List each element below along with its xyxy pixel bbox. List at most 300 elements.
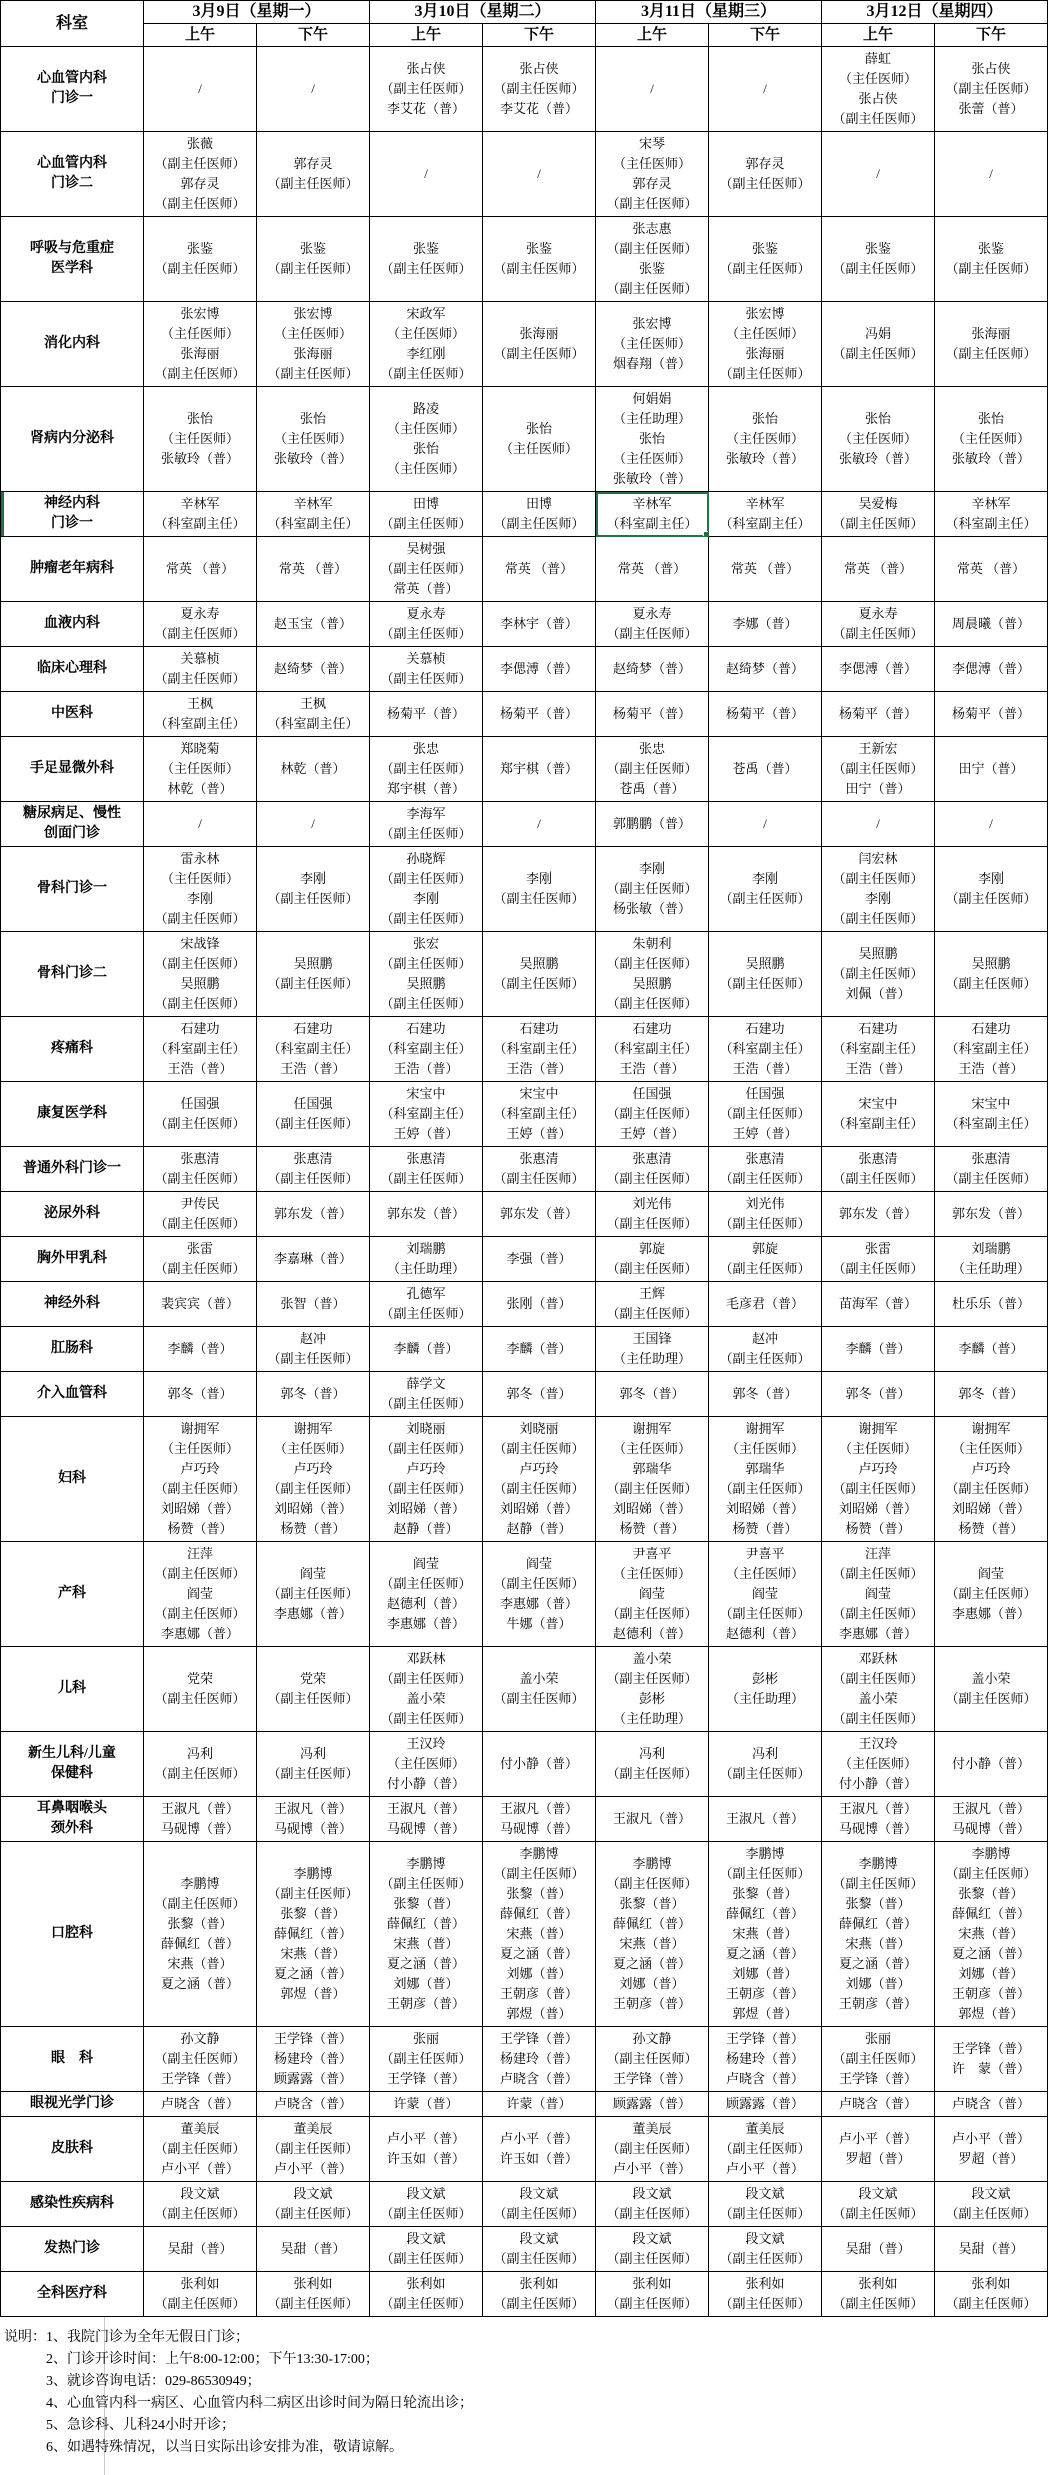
schedule-cell[interactable]: 阎莹 （副主任医师） 赵德利（普） 李惠娜（普） xyxy=(370,1542,483,1647)
schedule-cell[interactable]: 刘光伟 （副主任医师） xyxy=(709,1192,822,1237)
dept-cell[interactable]: 产科 xyxy=(1,1542,144,1647)
schedule-cell[interactable]: 常英 （普） xyxy=(144,537,257,602)
schedule-cell[interactable]: 张鉴 （副主任医师） xyxy=(709,217,822,302)
dept-cell[interactable]: 血液内科 xyxy=(1,602,144,647)
schedule-cell[interactable]: 常英 （普） xyxy=(257,537,370,602)
schedule-cell[interactable]: 张怡 （主任医师） 张敏玲（普） xyxy=(822,387,935,492)
schedule-cell[interactable]: 卢小平（普） 许玉如（普） xyxy=(483,2117,596,2182)
schedule-cell[interactable]: 关慕桢 （副主任医师） xyxy=(370,647,483,692)
schedule-cell[interactable]: 夏永寿 （副主任医师） xyxy=(596,602,709,647)
schedule-cell[interactable]: 卢小平（普） 许玉如（普） xyxy=(370,2117,483,2182)
schedule-cell[interactable]: 郭冬（普） xyxy=(822,1372,935,1417)
schedule-cell[interactable]: 谢拥军 （主任医师） 卢巧玲 （副主任医师） 刘昭娣（普） 杨赞（普） xyxy=(822,1417,935,1542)
schedule-cell[interactable]: 段文斌 （副主任医师） xyxy=(370,2182,483,2227)
schedule-cell[interactable]: 何娟娟 （主任助理） 张怡 （主任医师） 张敏玲（普） xyxy=(596,387,709,492)
schedule-cell[interactable]: 党荣 （副主任医师） xyxy=(144,1647,257,1732)
schedule-cell[interactable]: 许蒙（普） xyxy=(483,2092,596,2117)
schedule-cell[interactable]: 张惠清 （副主任医师） xyxy=(822,1147,935,1192)
dept-cell[interactable]: 全科医疗科 xyxy=(1,2272,144,2317)
schedule-cell[interactable]: 阎莹 （副主任医师） 李惠娜（普） 牛娜（普） xyxy=(483,1542,596,1647)
schedule-cell[interactable]: 李嘉琳（普） xyxy=(257,1237,370,1282)
schedule-cell[interactable]: 宋政军 （主任医师） 李红刚 （副主任医师） xyxy=(370,302,483,387)
schedule-cell[interactable]: 张宏博 （主任医师） 张海丽 （副主任医师） xyxy=(144,302,257,387)
schedule-cell[interactable]: 王淑凡（普） 马砚博（普） xyxy=(370,1797,483,1842)
schedule-cell[interactable]: 张利如 （副主任医师） xyxy=(822,2272,935,2317)
schedule-cell[interactable]: 吴照鹏 （副主任医师） xyxy=(709,932,822,1017)
schedule-cell[interactable]: 张雷 （副主任医师） xyxy=(144,1237,257,1282)
schedule-cell[interactable]: 张宏 （副主任医师） 吴照鹏 （副主任医师） xyxy=(370,932,483,1017)
dept-cell[interactable]: 胸外甲乳科 xyxy=(1,1237,144,1282)
schedule-cell[interactable]: 吴爱梅 （副主任医师） xyxy=(822,492,935,537)
schedule-cell[interactable]: 李刚 （副主任医师） 杨张敏（普） xyxy=(596,847,709,932)
schedule-cell[interactable]: 吴甜（普） xyxy=(935,2227,1048,2272)
schedule-cell[interactable]: 杨菊平（普） xyxy=(822,692,935,737)
schedule-cell[interactable]: 吴甜（普） xyxy=(257,2227,370,2272)
schedule-cell[interactable]: 李强（普） xyxy=(483,1237,596,1282)
schedule-cell[interactable]: 宋琴 （主任医师） 郭存灵 （副主任医师） xyxy=(596,132,709,217)
schedule-cell[interactable]: 冯利 （副主任医师） xyxy=(596,1732,709,1797)
schedule-cell[interactable]: 张宏博 （主任医师） 张海丽 （副主任医师） xyxy=(257,302,370,387)
schedule-cell[interactable]: 张忠 （副主任医师） 苍禹（普） xyxy=(596,737,709,802)
schedule-cell[interactable]: 杨菊平（普） xyxy=(370,692,483,737)
schedule-cell[interactable]: 王淑凡（普） 马砚博（普） xyxy=(935,1797,1048,1842)
dept-cell[interactable]: 普通外科门诊一 xyxy=(1,1147,144,1192)
schedule-cell[interactable]: 苍禹（普） xyxy=(709,737,822,802)
dept-cell[interactable]: 感染性疾病科 xyxy=(1,2182,144,2227)
schedule-cell[interactable]: 卢小平（普） 罗超（普） xyxy=(822,2117,935,2182)
schedule-cell[interactable]: 张智（普） xyxy=(257,1282,370,1327)
schedule-cell[interactable]: 王学锋（普） 杨建玲（普） 顾露露（普） xyxy=(257,2027,370,2092)
schedule-cell[interactable]: 郭东发（普） xyxy=(822,1192,935,1237)
schedule-cell[interactable]: 李刚 （副主任医师） xyxy=(257,847,370,932)
schedule-cell[interactable]: 张宏博 （主任医师） 烟春翔（普） xyxy=(596,302,709,387)
schedule-cell[interactable]: 石建功 （科室副主任） 王浩（普） xyxy=(257,1017,370,1082)
schedule-cell[interactable]: 付小静（普） xyxy=(935,1732,1048,1797)
schedule-cell[interactable]: 郭存灵 （副主任医师） xyxy=(709,132,822,217)
dept-cell[interactable]: 泌尿外科 xyxy=(1,1192,144,1237)
schedule-cell[interactable]: 王新宏 （副主任医师） 田宁（普） xyxy=(822,737,935,802)
schedule-cell[interactable]: 阎莹 （副主任医师） 李惠娜（普） xyxy=(257,1542,370,1647)
schedule-cell[interactable]: 李偲溥（普） xyxy=(483,647,596,692)
schedule-cell[interactable]: 董美辰 （副主任医师） 卢小平（普） xyxy=(144,2117,257,2182)
schedule-cell[interactable]: 夏永寿 （副主任医师） xyxy=(822,602,935,647)
schedule-cell[interactable]: 王枫 （科室副主任） xyxy=(144,692,257,737)
dept-cell[interactable]: 骨科门诊二 xyxy=(1,932,144,1017)
schedule-cell[interactable]: 郭旋 （副主任医师） xyxy=(709,1237,822,1282)
schedule-cell[interactable]: 郭冬（普） xyxy=(596,1372,709,1417)
period-header[interactable]: 下午 xyxy=(709,24,822,47)
schedule-cell[interactable]: 张惠清 （副主任医师） xyxy=(596,1147,709,1192)
schedule-cell[interactable]: / xyxy=(483,132,596,217)
dept-cell[interactable]: 妇科 xyxy=(1,1417,144,1542)
schedule-cell[interactable]: 张惠清 （副主任医师） xyxy=(483,1147,596,1192)
dept-cell[interactable]: 神经外科 xyxy=(1,1282,144,1327)
schedule-cell[interactable]: 吴照鹏 （副主任医师） xyxy=(935,932,1048,1017)
schedule-cell[interactable]: 王学锋（普） 许 蒙（普） xyxy=(935,2027,1048,2092)
schedule-cell[interactable]: / xyxy=(935,802,1048,847)
schedule-cell[interactable]: 杨菊平（普） xyxy=(935,692,1048,737)
schedule-cell[interactable]: 段文斌 （副主任医师） xyxy=(596,2182,709,2227)
dept-cell[interactable]: 呼吸与危重症 医学科 xyxy=(1,217,144,302)
schedule-cell[interactable]: 张海丽 （副主任医师） xyxy=(483,302,596,387)
schedule-cell[interactable]: 卢晓含（普） xyxy=(822,2092,935,2117)
schedule-cell[interactable]: 董美辰 （副主任医师） 卢小平（普） xyxy=(596,2117,709,2182)
schedule-cell[interactable]: 郭冬（普） xyxy=(935,1372,1048,1417)
schedule-cell[interactable]: 毛彦君（普） xyxy=(709,1282,822,1327)
dept-cell[interactable]: 康复医学科 xyxy=(1,1082,144,1147)
period-header[interactable]: 上午 xyxy=(144,24,257,47)
schedule-cell[interactable]: 郭冬（普） xyxy=(144,1372,257,1417)
schedule-cell[interactable]: 王学锋（普） 杨建玲（普） 卢晓含（普） xyxy=(483,2027,596,2092)
schedule-cell[interactable]: 张惠清 （副主任医师） xyxy=(257,1147,370,1192)
schedule-cell[interactable]: 段文斌 （副主任医师） xyxy=(483,2227,596,2272)
schedule-cell[interactable]: 郭冬（普） xyxy=(709,1372,822,1417)
schedule-cell[interactable]: 苗海军（普） xyxy=(822,1282,935,1327)
schedule-cell[interactable]: / xyxy=(483,802,596,847)
schedule-cell[interactable]: 闫宏林 （副主任医师） 李刚 （副主任医师） xyxy=(822,847,935,932)
schedule-cell[interactable]: 孔德军 （副主任医师） xyxy=(370,1282,483,1327)
schedule-cell[interactable]: 雷永林 （主任医师） 李刚 （副主任医师） xyxy=(144,847,257,932)
schedule-cell[interactable]: 赵冲 （副主任医师） xyxy=(257,1327,370,1372)
dept-cell[interactable]: 疼痛科 xyxy=(1,1017,144,1082)
schedule-cell[interactable]: 汪萍 （副主任医师） 阎莹 （副主任医师） 李惠娜（普） xyxy=(822,1542,935,1647)
schedule-cell[interactable]: 薛学文 （副主任医师） xyxy=(370,1372,483,1417)
schedule-cell[interactable]: 张怡 （主任医师） xyxy=(483,387,596,492)
schedule-cell[interactable]: 郑晓菊 （主任医师） 林乾（普） xyxy=(144,737,257,802)
schedule-cell[interactable]: 段文斌 （副主任医师） xyxy=(822,2182,935,2227)
schedule-cell[interactable]: 段文斌 （副主任医师） xyxy=(257,2182,370,2227)
schedule-cell[interactable]: 杨菊平（普） xyxy=(483,692,596,737)
schedule-cell[interactable]: 郭鹏鹏（普） xyxy=(596,802,709,847)
schedule-cell[interactable]: 郭东发（普） xyxy=(483,1192,596,1237)
dept-cell[interactable]: 皮肤科 xyxy=(1,2117,144,2182)
schedule-cell[interactable]: 孙晓辉 （副主任医师） 李刚 （副主任医师） xyxy=(370,847,483,932)
schedule-cell[interactable]: 王淑凡（普） xyxy=(709,1797,822,1842)
schedule-cell[interactable]: 尹传民 （副主任医师） xyxy=(144,1192,257,1237)
schedule-cell[interactable]: 王国锋 （主任助理） xyxy=(596,1327,709,1372)
schedule-cell[interactable]: 付小静（普） xyxy=(483,1732,596,1797)
schedule-cell[interactable]: 辛林军 （科室副主任） xyxy=(935,492,1048,537)
schedule-cell[interactable]: 张忠 （副主任医师） 郑宇棋（普） xyxy=(370,737,483,802)
schedule-cell[interactable]: 董美辰 （副主任医师） 卢小平（普） xyxy=(709,2117,822,2182)
schedule-cell[interactable]: 许蒙（普） xyxy=(370,2092,483,2117)
date-header-3[interactable]: 3月12日（星期四） xyxy=(822,1,1048,24)
schedule-cell[interactable]: 张鉴 （副主任医师） xyxy=(257,217,370,302)
date-header-2[interactable]: 3月11日（星期三） xyxy=(596,1,822,24)
schedule-cell[interactable]: 卢晓含（普） xyxy=(935,2092,1048,2117)
schedule-cell[interactable]: / xyxy=(144,802,257,847)
period-header[interactable]: 下午 xyxy=(483,24,596,47)
schedule-cell[interactable]: 常英 （普） xyxy=(935,537,1048,602)
schedule-cell[interactable]: / xyxy=(257,802,370,847)
schedule-cell[interactable]: 尹喜平 （主任医师） 阎莹 （副主任医师） 赵德利（普） xyxy=(596,1542,709,1647)
schedule-cell[interactable]: 张利如 （副主任医师） xyxy=(370,2272,483,2317)
dept-cell[interactable]: 眼 科 xyxy=(1,2027,144,2092)
schedule-cell[interactable]: 李鹏博 （副主任医师） 张黎（普） 薛佩红（普） 宋燕（普） 夏之涵（普） 刘娜（普） 王朝彦（普） 郭煜（普） xyxy=(935,1842,1048,2027)
schedule-cell[interactable]: 任国强 （副主任医师） xyxy=(144,1082,257,1147)
dept-cell[interactable]: 手足显微外科 xyxy=(1,737,144,802)
schedule-cell[interactable]: 谢拥军 （主任医师） 郭瑞华 （副主任医师） 刘昭娣（普） 杨赞（普） xyxy=(596,1417,709,1542)
dept-cell[interactable]: 耳鼻咽喉头 颈外科 xyxy=(1,1797,144,1842)
schedule-cell[interactable]: / xyxy=(144,47,257,132)
schedule-cell[interactable]: 石建功 （科室副主任） 王浩（普） xyxy=(822,1017,935,1082)
schedule-cell[interactable]: 李刚 （副主任医师） xyxy=(709,847,822,932)
schedule-cell[interactable]: 王汉玲 （主任医师） 付小静（普） xyxy=(822,1732,935,1797)
dept-cell[interactable]: 肿瘤老年病科 xyxy=(1,537,144,602)
schedule-cell[interactable]: 张丽 （副主任医师） 王学锋（普） xyxy=(822,2027,935,2092)
date-header-1[interactable]: 3月10日（星期二） xyxy=(370,1,596,24)
schedule-cell[interactable]: 冯利 （副主任医师） xyxy=(709,1732,822,1797)
schedule-cell[interactable]: / xyxy=(709,802,822,847)
schedule-cell[interactable]: 常英 （普） xyxy=(822,537,935,602)
schedule-cell[interactable]: 赵绮梦（普） xyxy=(596,647,709,692)
schedule-cell[interactable]: 吴照鹏 （副主任医师） xyxy=(483,932,596,1017)
schedule-cell[interactable]: 张鉴 （副主任医师） xyxy=(822,217,935,302)
schedule-cell[interactable]: 段文斌 （副主任医师） xyxy=(935,2182,1048,2227)
schedule-cell[interactable]: 吴树强 （副主任医师） 常英（普） xyxy=(370,537,483,602)
schedule-cell[interactable]: 阎莹 （副主任医师） 李惠娜（普） xyxy=(935,1542,1048,1647)
schedule-cell[interactable]: / xyxy=(935,132,1048,217)
schedule-cell[interactable]: 顾露露（普） xyxy=(596,2092,709,2117)
schedule-cell[interactable]: 夏永寿 （副主任医师） xyxy=(370,602,483,647)
schedule-cell[interactable]: 张鉴 （副主任医师） xyxy=(935,217,1048,302)
schedule-cell[interactable]: / xyxy=(370,132,483,217)
schedule-cell[interactable]: 吴照鹏 （副主任医师） xyxy=(257,932,370,1017)
schedule-cell[interactable]: / xyxy=(822,132,935,217)
schedule-cell[interactable]: 王淑凡（普） xyxy=(596,1797,709,1842)
schedule-cell[interactable]: 石建功 （科室副主任） 王浩（普） xyxy=(596,1017,709,1082)
schedule-cell[interactable]: 李偲溥（普） xyxy=(935,647,1048,692)
schedule-cell[interactable]: 辛林军 （科室副主任） xyxy=(144,492,257,537)
schedule-cell[interactable]: 路凌 （主任医师） 张怡 （主任医师） xyxy=(370,387,483,492)
schedule-cell[interactable]: 张惠清 （副主任医师） xyxy=(709,1147,822,1192)
schedule-cell[interactable]: 冯利 （副主任医师） xyxy=(144,1732,257,1797)
schedule-cell[interactable]: 田宁（普） xyxy=(935,737,1048,802)
schedule-cell[interactable]: 李刚 （副主任医师） xyxy=(483,847,596,932)
schedule-cell[interactable]: 彭彬 （主任助理） xyxy=(709,1647,822,1732)
schedule-cell[interactable]: 段文斌 （副主任医师） xyxy=(596,2227,709,2272)
schedule-cell[interactable]: 张鉴 （副主任医师） xyxy=(370,217,483,302)
dept-cell[interactable]: 新生儿科/儿童 保健科 xyxy=(1,1732,144,1797)
schedule-cell[interactable]: 郑宇棋（普） xyxy=(483,737,596,802)
dept-cell[interactable]: 口腔科 xyxy=(1,1842,144,2027)
period-header[interactable]: 下午 xyxy=(257,24,370,47)
schedule-cell[interactable]: 赵绮梦（普） xyxy=(257,647,370,692)
schedule-cell[interactable]: 刘瑞鹏 （主任助理） xyxy=(370,1237,483,1282)
schedule-cell[interactable]: 李鹏博 （副主任医师） 张黎（普） 薛佩红（普） 宋燕（普） 夏之涵（普） 刘娜（普） 王朝彦（普） 郭煜（普） xyxy=(483,1842,596,2027)
schedule-cell[interactable]: 王学锋（普） 杨建玲（普） 卢晓含（普） xyxy=(709,2027,822,2092)
schedule-cell[interactable]: 林乾（普） xyxy=(257,737,370,802)
schedule-cell[interactable]: 赵冲 （副主任医师） xyxy=(709,1327,822,1372)
schedule-cell[interactable]: 郭东发（普） xyxy=(257,1192,370,1237)
schedule-cell[interactable]: 张利如 （副主任医师） xyxy=(483,2272,596,2317)
schedule-cell[interactable]: / xyxy=(822,802,935,847)
schedule-cell[interactable]: 王枫 （科室副主任） xyxy=(257,692,370,737)
schedule-cell[interactable]: 裴宾宾（普） xyxy=(144,1282,257,1327)
dept-cell[interactable]: 神经内科 门诊一 xyxy=(1,492,144,537)
schedule-cell[interactable]: 石建功 （科室副主任） 王浩（普） xyxy=(144,1017,257,1082)
schedule-cell[interactable]: 任国强 （副主任医师） xyxy=(257,1082,370,1147)
schedule-cell[interactable]: 张海丽 （副主任医师） xyxy=(935,302,1048,387)
schedule-cell[interactable]: 李麟（普） xyxy=(822,1327,935,1372)
schedule-cell[interactable]: 田博 （副主任医师） xyxy=(370,492,483,537)
schedule-cell[interactable]: 王淑凡（普） 马砚博（普） xyxy=(483,1797,596,1842)
schedule-cell[interactable]: 张志惠 （副主任医师） 张鉴 （副主任医师） xyxy=(596,217,709,302)
schedule-cell[interactable]: 张占侠 （副主任医师） 张蕾（普） xyxy=(935,47,1048,132)
dept-cell[interactable]: 心血管内科 门诊二 xyxy=(1,132,144,217)
schedule-cell[interactable]: 李刚 （副主任医师） xyxy=(935,847,1048,932)
schedule-cell[interactable]: 汪萍 （副主任医师） 阎莹 （副主任医师） 李惠娜（普） xyxy=(144,1542,257,1647)
schedule-cell[interactable]: 刘晓丽 （副主任医师） 卢巧玲 （副主任医师） 刘昭娣（普） 赵静（普） xyxy=(483,1417,596,1542)
schedule-cell[interactable]: 任国强 （副主任医师） 王婷（普） xyxy=(596,1082,709,1147)
schedule-cell[interactable]: 石建功 （科室副主任） 王浩（普） xyxy=(370,1017,483,1082)
dept-cell[interactable]: 介入血管科 xyxy=(1,1372,144,1417)
schedule-cell[interactable]: 张利如 （副主任医师） xyxy=(596,2272,709,2317)
dept-cell[interactable]: 糖尿病足、慢性 创面门诊 xyxy=(1,802,144,847)
schedule-cell[interactable]: / xyxy=(257,47,370,132)
schedule-cell[interactable]: 李偲溥（普） xyxy=(822,647,935,692)
dept-cell[interactable]: 心血管内科 门诊一 xyxy=(1,47,144,132)
schedule-cell[interactable]: 卢晓含（普） xyxy=(257,2092,370,2117)
schedule-cell[interactable]: 张宏博 （主任医师） 张海丽 （副主任医师） xyxy=(709,302,822,387)
schedule-cell[interactable]: 李鹏博 （副主任医师） 张黎（普） 薛佩红（普） 宋燕（普） 夏之涵（普） 刘娜（普） 王朝彦（普） xyxy=(822,1842,935,2027)
period-header[interactable]: 上午 xyxy=(370,24,483,47)
schedule-cell[interactable]: 宋宝中 （科室副主任） 王婷（普） xyxy=(483,1082,596,1147)
schedule-cell[interactable]: 邓跃林 （副主任医师） 盖小荣 （副主任医师） xyxy=(822,1647,935,1732)
schedule-cell[interactable]: 杨菊平（普） xyxy=(596,692,709,737)
schedule-cell[interactable]: 段文斌 （副主任医师） xyxy=(483,2182,596,2227)
schedule-cell[interactable]: 李鹏博 （副主任医师） 张黎（普） 薛佩红（普） 宋燕（普） 夏之涵（普） 郭煜（普） xyxy=(257,1842,370,2027)
schedule-cell[interactable]: 郭冬（普） xyxy=(257,1372,370,1417)
schedule-cell[interactable]: 张薇 （副主任医师） 郭存灵 （副主任医师） xyxy=(144,132,257,217)
schedule-cell[interactable]: 常英 （普） xyxy=(709,537,822,602)
dept-cell[interactable]: 眼视光学门诊 xyxy=(1,2092,144,2117)
schedule-cell[interactable]: 宋宝中 （科室副主任） xyxy=(935,1082,1048,1147)
schedule-cell[interactable]: 石建功 （科室副主任） 王浩（普） xyxy=(709,1017,822,1082)
schedule-cell[interactable]: 张占侠 （副主任医师） 李艾花（普） xyxy=(483,47,596,132)
dept-cell[interactable]: 临床心理科 xyxy=(1,647,144,692)
schedule-cell[interactable]: 关慕桢 （副主任医师） xyxy=(144,647,257,692)
schedule-cell[interactable]: 段文斌 （副主任医师） xyxy=(709,2182,822,2227)
schedule-cell[interactable]: 卢晓含（普） xyxy=(144,2092,257,2117)
schedule-cell[interactable]: 段文斌 （副主任医师） xyxy=(144,2182,257,2227)
schedule-cell[interactable]: 孙文静 （副主任医师） 王学锋（普） xyxy=(596,2027,709,2092)
schedule-cell[interactable]: 王淑凡（普） 马砚博（普） xyxy=(822,1797,935,1842)
schedule-cell[interactable]: 张利如 （副主任医师） xyxy=(935,2272,1048,2317)
schedule-cell[interactable]: 王汉玲 （主任医师） 付小静（普） xyxy=(370,1732,483,1797)
period-header[interactable]: 下午 xyxy=(935,24,1048,47)
schedule-cell[interactable]: 张惠清 （副主任医师） xyxy=(370,1147,483,1192)
schedule-cell[interactable]: 张占侠 （副主任医师） 李艾花（普） xyxy=(370,47,483,132)
schedule-cell[interactable]: 王淑凡（普） 马砚博（普） xyxy=(144,1797,257,1842)
schedule-cell[interactable]: 任国强 （副主任医师） 王婷（普） xyxy=(709,1082,822,1147)
schedule-cell[interactable]: 郭东发（普） xyxy=(935,1192,1048,1237)
schedule-cell[interactable]: 李林宇（普） xyxy=(483,602,596,647)
schedule-cell[interactable]: 盖小荣 （副主任医师） 彭彬 （主任助理） xyxy=(596,1647,709,1732)
schedule-cell[interactable]: 谢拥军 （主任医师） 卢巧玲 （副主任医师） 刘昭娣（普） 杨赞（普） xyxy=(144,1417,257,1542)
schedule-cell[interactable]: 谢拥军 （主任医师） 卢巧玲 （副主任医师） 刘昭娣（普） 杨赞（普） xyxy=(935,1417,1048,1542)
schedule-cell[interactable]: / xyxy=(596,47,709,132)
schedule-cell[interactable]: 王淑凡（普） 马砚博（普） xyxy=(257,1797,370,1842)
dept-column-header[interactable]: 科室 xyxy=(1,1,144,47)
schedule-cell[interactable]: 夏永寿 （副主任医师） xyxy=(144,602,257,647)
schedule-cell[interactable]: 段文斌 （副主任医师） xyxy=(370,2227,483,2272)
schedule-cell[interactable]: 李鹏博 （副主任医师） 张黎（普） 薛佩红（普） 宋燕（普） 夏之涵（普） 刘娜（普） 王朝彦（普） xyxy=(596,1842,709,2027)
schedule-cell[interactable]: 冯娟 （副主任医师） xyxy=(822,302,935,387)
schedule-cell[interactable]: 李海军 （副主任医师） xyxy=(370,802,483,847)
schedule-cell[interactable]: 郭旋 （副主任医师） xyxy=(596,1237,709,1282)
schedule-cell[interactable]: 张惠清 （副主任医师） xyxy=(935,1147,1048,1192)
dept-cell[interactable]: 肛肠科 xyxy=(1,1327,144,1372)
schedule-cell[interactable]: 张怡 （主任医师） 张敏玲（普） xyxy=(144,387,257,492)
schedule-cell[interactable]: 李鹏博 （副主任医师） 张黎（普） 薛佩红（普） 宋燕（普） 夏之涵（普） xyxy=(144,1842,257,2027)
schedule-cell[interactable]: 孙文静 （副主任医师） 王学锋（普） xyxy=(144,2027,257,2092)
schedule-cell[interactable]: 石建功 （科室副主任） 王浩（普） xyxy=(483,1017,596,1082)
schedule-cell[interactable]: 赵绮梦（普） xyxy=(709,647,822,692)
dept-cell[interactable]: 肾病内分泌科 xyxy=(1,387,144,492)
schedule-cell[interactable]: 郭冬（普） xyxy=(483,1372,596,1417)
schedule-cell[interactable]: 宋战锋 （副主任医师） 吴照鹏 （副主任医师） xyxy=(144,932,257,1017)
schedule-cell[interactable]: 尹喜平 （主任医师） 阎莹 （副主任医师） 赵德利（普） xyxy=(709,1542,822,1647)
schedule-cell[interactable]: 李麟（普） xyxy=(144,1327,257,1372)
schedule-cell[interactable]: 刘晓丽 （副主任医师） 卢巧玲 （副主任医师） 刘昭娣（普） 赵静（普） xyxy=(370,1417,483,1542)
schedule-cell[interactable]: 宋宝中 （科室副主任） xyxy=(822,1082,935,1147)
schedule-cell[interactable]: 谢拥军 （主任医师） 郭瑞华 （副主任医师） 刘昭娣（普） 杨赞（普） xyxy=(709,1417,822,1542)
schedule-cell[interactable]: 冯利 （副主任医师） xyxy=(257,1732,370,1797)
date-header-0[interactable]: 3月9日（星期一） xyxy=(144,1,370,24)
schedule-cell[interactable]: 常英 （普） xyxy=(483,537,596,602)
schedule-cell[interactable]: 邓跃林 （副主任医师） 盖小荣 （副主任医师） xyxy=(370,1647,483,1732)
schedule-cell[interactable]: 吴甜（普） xyxy=(144,2227,257,2272)
schedule-cell[interactable]: 张怡 （主任医师） 张敏玲（普） xyxy=(709,387,822,492)
schedule-cell[interactable]: 郭存灵 （副主任医师） xyxy=(257,132,370,217)
schedule-cell[interactable]: 卢小平（普） 罗超（普） xyxy=(935,2117,1048,2182)
schedule-cell[interactable]: 张惠清 （副主任医师） xyxy=(144,1147,257,1192)
schedule-cell[interactable]: 杜乐乐（普） xyxy=(935,1282,1048,1327)
schedule-cell[interactable]: 党荣 （副主任医师） xyxy=(257,1647,370,1732)
schedule-cell[interactable]: 郭东发（普） xyxy=(370,1192,483,1237)
schedule-cell[interactable]: 宋宝中 （科室副主任） 王婷（普） xyxy=(370,1082,483,1147)
dept-cell[interactable]: 骨科门诊一 xyxy=(1,847,144,932)
schedule-cell[interactable]: 田博 （副主任医师） xyxy=(483,492,596,537)
dept-cell[interactable]: 发热门诊 xyxy=(1,2227,144,2272)
schedule-cell[interactable]: 赵玉宝（普） xyxy=(257,602,370,647)
schedule-cell[interactable]: 辛林军 （科室副主任） xyxy=(709,492,822,537)
schedule-cell[interactable]: 王辉 （副主任医师） xyxy=(596,1282,709,1327)
period-header[interactable]: 上午 xyxy=(596,24,709,47)
schedule-cell[interactable]: 李鹏博 （副主任医师） 张黎（普） 薛佩红（普） 宋燕（普） 夏之涵（普） 刘娜（普） 王朝彦（普） xyxy=(370,1842,483,2027)
schedule-cell[interactable]: 周晨曦（普） xyxy=(935,602,1048,647)
schedule-cell[interactable]: 张利如 （副主任医师） xyxy=(257,2272,370,2317)
schedule-cell[interactable]: 李鹏博 （副主任医师） 张黎（普） 薛佩红（普） 宋燕（普） 夏之涵（普） 刘娜（普） 王朝彦（普） 郭煜（普） xyxy=(709,1842,822,2027)
schedule-cell[interactable]: 张利如 （副主任医师） xyxy=(144,2272,257,2317)
schedule-cell[interactable]: 张利如 （副主任医师） xyxy=(709,2272,822,2317)
schedule-cell[interactable]: 顾露露（普） xyxy=(709,2092,822,2117)
schedule-cell[interactable]: 朱朝利 （副主任医师） 吴照鹏 （副主任医师） xyxy=(596,932,709,1017)
schedule-cell[interactable]: 李麟（普） xyxy=(935,1327,1048,1372)
schedule-cell[interactable]: 段文斌 （副主任医师） xyxy=(709,2227,822,2272)
schedule-cell[interactable]: 李娜（普） xyxy=(709,602,822,647)
schedule-cell[interactable]: 盖小荣 （副主任医师） xyxy=(935,1647,1048,1732)
schedule-cell[interactable]: 吴甜（普） xyxy=(822,2227,935,2272)
schedule-cell[interactable]: 杨菊平（普） xyxy=(709,692,822,737)
schedule-cell[interactable]: 张丽 （副主任医师） 王学锋（普） xyxy=(370,2027,483,2092)
schedule-cell[interactable]: 辛林军 （科室副主任） xyxy=(257,492,370,537)
schedule-cell[interactable]: 刘光伟 （副主任医师） xyxy=(596,1192,709,1237)
schedule-cell[interactable]: 李麟（普） xyxy=(483,1327,596,1372)
schedule-cell[interactable]: 石建功 （科室副主任） 王浩（普） xyxy=(935,1017,1048,1082)
dept-cell[interactable]: 中医科 xyxy=(1,692,144,737)
